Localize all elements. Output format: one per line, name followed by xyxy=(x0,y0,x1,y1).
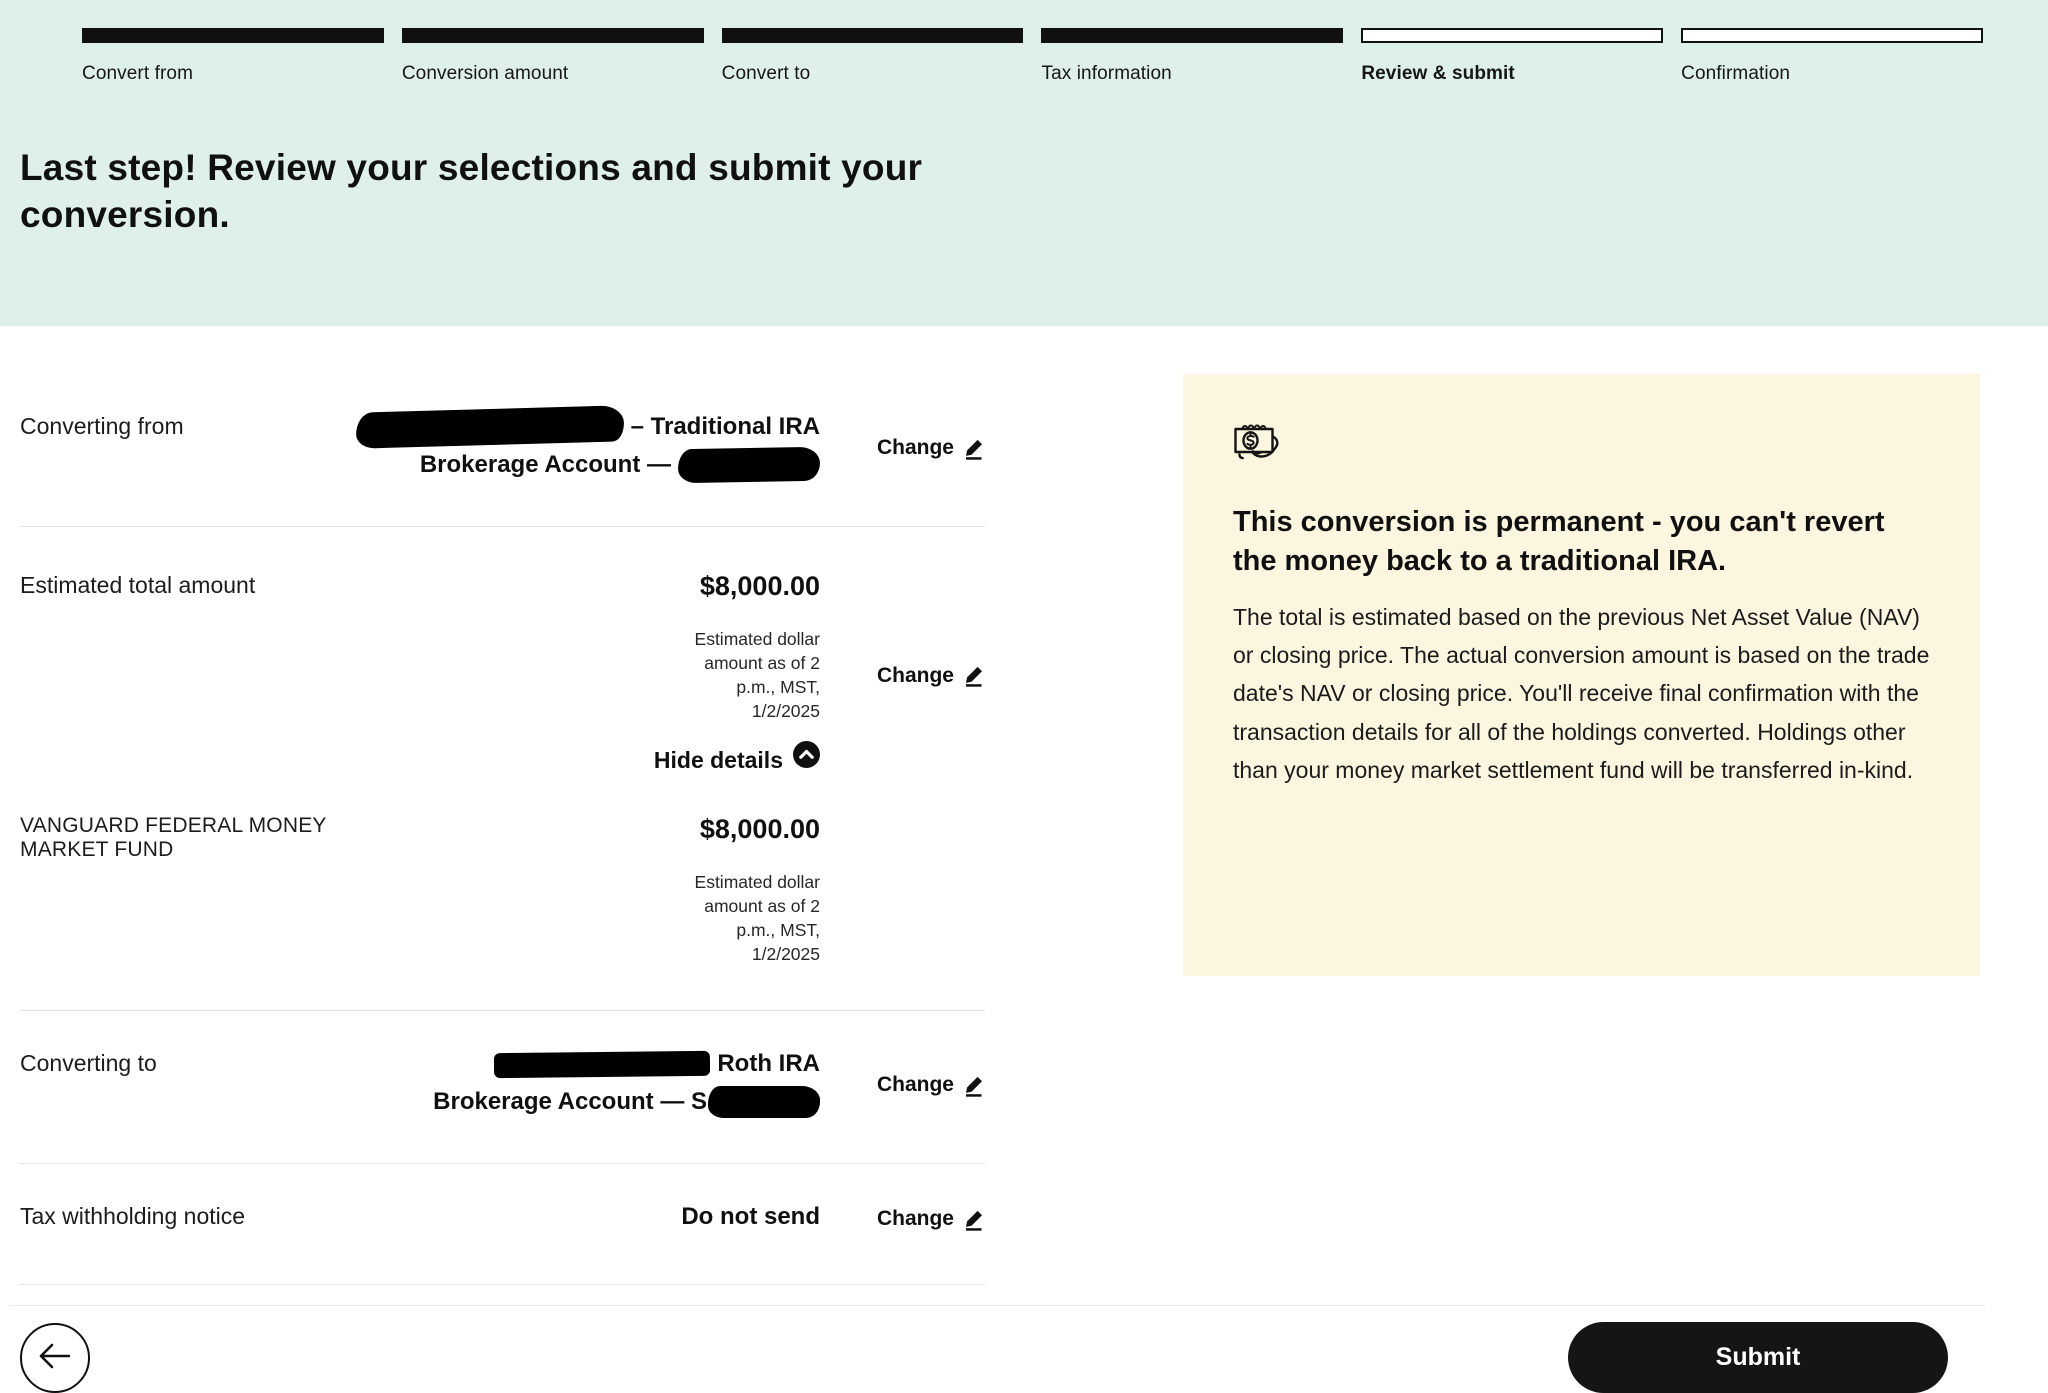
converting-to-account-type: Roth IRA xyxy=(717,1050,820,1077)
change-converting-to-button[interactable] xyxy=(877,1049,985,1121)
submit-button[interactable]: Submit xyxy=(1568,1322,1948,1393)
tax-withholding-row xyxy=(20,1164,985,1285)
redaction-scribble xyxy=(708,1086,820,1118)
step-label: Review & submit xyxy=(1361,63,1515,84)
change-amount-button[interactable] xyxy=(877,571,985,780)
hide-details-toggle[interactable] xyxy=(654,741,820,779)
estimated-total-note: Estimated dollar amount as of 2 p.m., MST, 1/2/2025 xyxy=(694,629,820,721)
step-label: Convert to xyxy=(721,63,811,84)
change-label: Change xyxy=(876,1207,954,1230)
converting-from-account-type: – Traditional IRA xyxy=(630,413,820,440)
step-progress-bar xyxy=(1041,28,1343,43)
change-tax-withholding-button[interactable] xyxy=(877,1202,985,1236)
back-button[interactable] xyxy=(20,1323,90,1393)
pencil-icon xyxy=(963,437,985,460)
estimated-total-label: Estimated total amount xyxy=(20,572,256,598)
step-convert-from xyxy=(82,28,384,85)
holding-value xyxy=(350,810,820,966)
review-banner xyxy=(0,0,2048,326)
step-review-submit xyxy=(1361,28,1663,85)
footer-actions xyxy=(0,1306,2048,1393)
converting-from-label: Converting from xyxy=(20,413,184,439)
converting-to-row xyxy=(20,1011,985,1164)
converting-from-row xyxy=(20,374,985,527)
pencil-icon xyxy=(963,1208,985,1231)
holding-name: VANGUARD FEDERAL MONEY MARKET FUND xyxy=(20,814,327,861)
change-label: Change xyxy=(876,663,954,687)
info-card-body: The total is estimated based on the previous Net Asset Value (NAV) or closing price. The actual conversion amount is based on the trade date's NAV or closing price. You'll receive final confirmation with the transaction details for all of the holdings converted. Holdings other than your money market settlement fund will be transferred in-kind. xyxy=(1233,604,1930,783)
converting-to-account-prefix: Brokerage Account — S xyxy=(433,1088,707,1115)
review-summary xyxy=(20,374,985,1285)
hide-details-label: Hide details xyxy=(653,747,783,773)
holding-row xyxy=(20,810,985,966)
chevron-up-circle-icon xyxy=(793,741,820,779)
change-label: Change xyxy=(876,436,954,459)
step-progress-bar xyxy=(722,28,1024,43)
change-label: Change xyxy=(876,1073,954,1096)
step-progress-bar xyxy=(402,28,704,43)
estimated-total-amount: $8,000.00 xyxy=(699,571,820,601)
holding-amount: $8,000.00 xyxy=(699,814,820,844)
step-label: Convert from xyxy=(82,63,194,84)
step-label: Conversion amount xyxy=(401,63,569,84)
estimated-total-section xyxy=(20,527,985,1011)
redaction-scribble xyxy=(355,405,624,448)
tax-withholding-value: Do not send xyxy=(681,1203,820,1230)
converting-from-value xyxy=(350,408,820,484)
step-progress-bar xyxy=(1361,28,1663,43)
converting-to-value xyxy=(350,1045,820,1121)
arrow-left-icon xyxy=(38,1342,72,1373)
step-confirmation xyxy=(1681,28,1983,85)
estimated-total-value xyxy=(350,567,820,780)
money-in-hand-icon xyxy=(1233,420,1930,473)
step-label: Tax information xyxy=(1041,63,1172,84)
converting-to-label: Converting to xyxy=(20,1050,157,1076)
review-content xyxy=(0,326,2048,1285)
pencil-icon xyxy=(963,664,985,687)
redaction-bar xyxy=(494,1050,710,1077)
change-converting-from-button[interactable] xyxy=(877,412,985,484)
info-card-heading: This conversion is permanent - you can't revert the money back to a traditional IRA. xyxy=(1233,506,1885,577)
step-progress-bar xyxy=(82,28,384,43)
converting-from-account-prefix: Brokerage Account — xyxy=(419,451,671,478)
tax-withholding-label: Tax withholding notice xyxy=(20,1203,246,1229)
info-card-column xyxy=(1183,374,1980,976)
page-title: Last step! Review your selections and submit your conversion. xyxy=(20,147,923,235)
step-conversion-amount xyxy=(402,28,704,85)
step-progress-bar xyxy=(1681,28,1983,43)
pencil-icon xyxy=(963,1074,985,1097)
redaction-scribble xyxy=(678,447,821,483)
step-label: Confirmation xyxy=(1681,63,1791,84)
permanence-info-card xyxy=(1183,374,1980,976)
step-tax-information xyxy=(1041,28,1343,85)
step-convert-to xyxy=(722,28,1024,85)
holding-note: Estimated dollar amount as of 2 p.m., MST, 1/2/2025 xyxy=(694,872,820,964)
progress-stepper xyxy=(82,28,1983,85)
